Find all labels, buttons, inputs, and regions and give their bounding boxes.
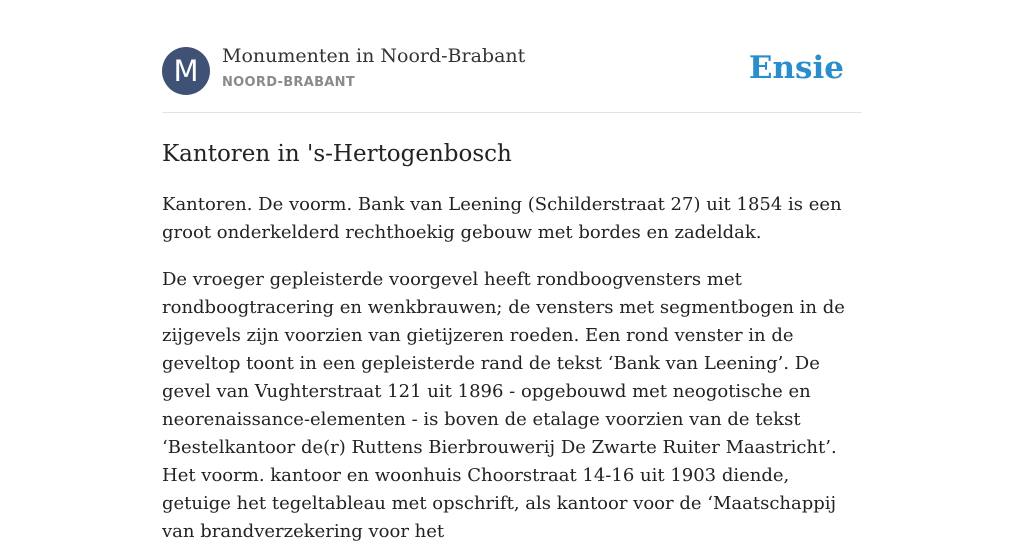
content-container <box>162 0 862 546</box>
ensie-logo[interactable]: Ensie <box>748 50 844 86</box>
article-title: Kantoren in 's-Hertogenbosch <box>162 141 512 167</box>
source-title-link[interactable]: Monumenten in Noord-Brabant <box>222 45 526 67</box>
article-paragraph: De vroeger gepleisterde voorgevel heeft rondboogvensters met rondboogtracering en wenkbrauwen; de vensters met segmentbogen in de zijgevels zijn voorzien van gietijzeren roeden. Een rond venster in de geveltop toont in een gepleisterde rand de tekst ‘Bank van Leening’. De gevel van Vughterstraat 121 uit 1896 - opgebouwd met neogotische en neorenaissance-elementen - is boven de etalage voorzien van de tekst ‘Bestelkantoor de(r) Ruttens Bierbrouwerij De Zwarte Ruiter Maastricht’. Het voorm. kantoor en woonhuis Choorstraat 14-16 uit 1903 diende, getuige het tegeltableau met opschrift, als kantoor voor de ‘Maatschappij van brandverzekering voor het <box>162 269 845 542</box>
source-avatar[interactable]: M <box>162 47 210 95</box>
source-category[interactable]: NOORD-BRABANT <box>222 75 356 90</box>
article-paragraph: Kantoren. De voorm. Bank van Leening (Schilderstraat 27) uit 1854 is een groot onderkelderd rechthoekig gebouw met bordes en zadeldak. <box>162 194 842 243</box>
source-header <box>162 0 862 113</box>
